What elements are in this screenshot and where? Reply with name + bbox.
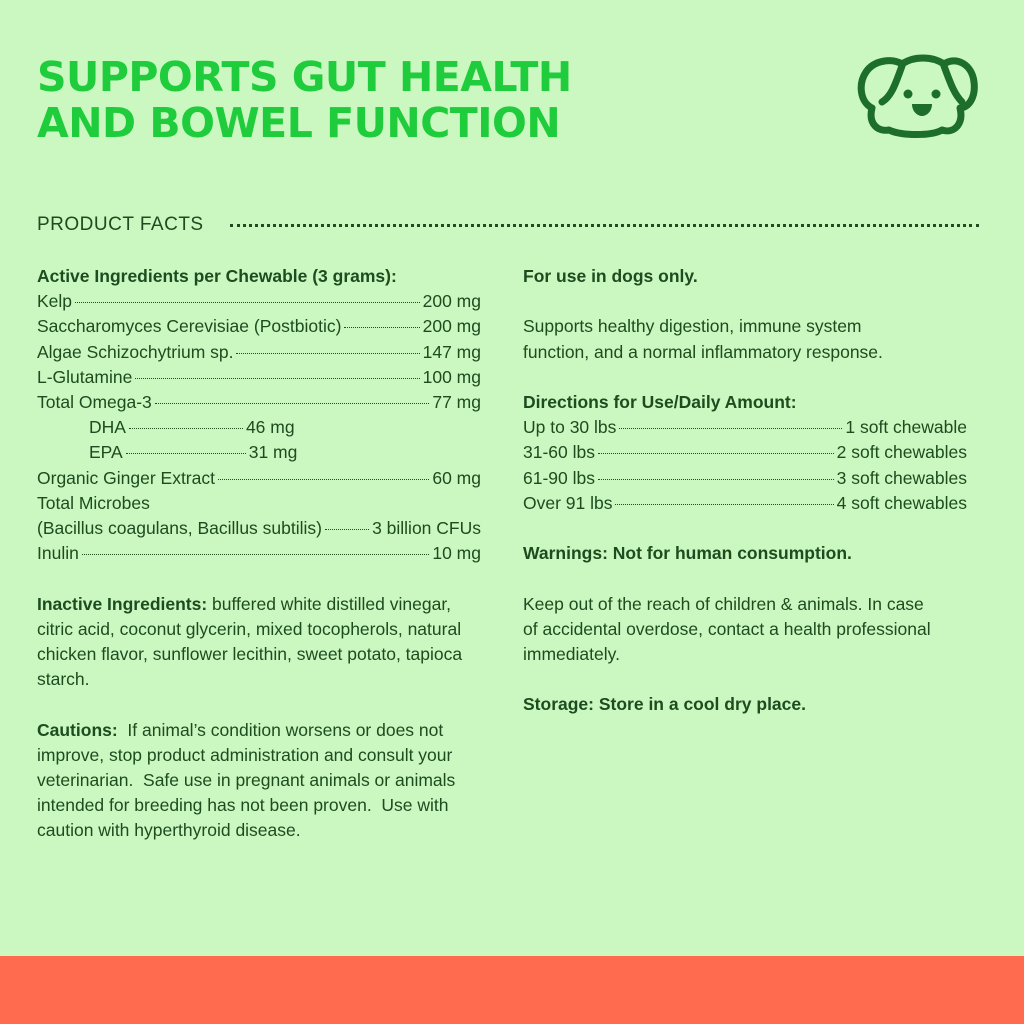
page-title — [37, 54, 572, 146]
ingredient-name: Total Microbes — [37, 492, 150, 513]
leader-dots — [126, 453, 246, 454]
ingredient-subrow — [37, 415, 481, 440]
dosage-weight: Up to 30 lbs — [523, 417, 617, 438]
leader-dots — [218, 479, 429, 480]
supports-statement: Supports healthy digestion, immune system function, and a normal inflammatory response. — [523, 316, 883, 362]
ingredient-name: Inulin — [37, 543, 79, 564]
leader-dots — [615, 504, 833, 505]
dogs-only-notice: For use in dogs only. — [523, 266, 698, 286]
ingredient-row — [37, 314, 481, 339]
ingredient-amount: 31 mg — [248, 442, 298, 463]
ingredient-name: Algae Schizochytrium sp. — [37, 341, 234, 362]
ingredient-row — [37, 466, 481, 491]
ingredient-amount: 200 mg — [422, 291, 481, 312]
leader-dots — [619, 428, 842, 429]
leader-dots — [344, 327, 419, 328]
ingredient-amount: 46 mg — [245, 417, 295, 438]
dosage-amount: 3 soft chewables — [836, 467, 967, 488]
dosage-amount: 2 soft chewables — [836, 442, 967, 463]
ingredient-name: L-Glutamine — [37, 366, 133, 387]
ingredient-amount: 147 mg — [422, 341, 481, 362]
ingredient-name: Organic Ginger Extract — [37, 467, 215, 488]
ingredient-name: Kelp — [37, 291, 73, 312]
cautions — [37, 718, 481, 844]
leader-dots — [598, 453, 834, 454]
dosage-row — [523, 415, 967, 440]
dosage-row — [523, 491, 967, 516]
footer-band — [0, 956, 1024, 1024]
ingredient-name: Total Omega-3 — [37, 392, 152, 413]
leader-dots — [155, 403, 430, 404]
inactive-ingredients-label: Inactive Ingredients: — [37, 593, 208, 614]
product-facts-header — [37, 212, 979, 238]
ingredient-name: Saccharomyces Cerevisiae (Postbiotic) — [37, 316, 342, 337]
dosage-weight: 61-90 lbs — [523, 467, 595, 488]
ingredient-name: (Bacillus coagulans, Bacillus subtilis) — [37, 518, 322, 539]
ingredient-subrow — [37, 440, 481, 465]
directions-heading: Directions for Use/Daily Amount: — [523, 391, 797, 412]
active-ingredients-heading: Active Ingredients per Chewable (3 grams): — [37, 266, 397, 286]
leader-dots — [325, 529, 369, 530]
ingredient-name: EPA — [89, 442, 123, 463]
inactive-ingredients — [37, 592, 481, 693]
ingredient-row — [37, 541, 481, 566]
page-title-line-1: SUPPORTS GUT HEALTH — [37, 53, 572, 101]
dosage-weight: Over 91 lbs — [523, 492, 613, 513]
right-column — [523, 264, 967, 718]
ingredient-row — [37, 365, 481, 390]
page-title-line-2: AND BOWEL FUNCTION — [37, 99, 561, 147]
inactive-ingredients-text: buffered white distilled vinegar, citric acid, coconut glycerin, mixed tocopherols, natural chicken flavor, sunflower lecithin, sweet potato, tapioca starch. — [37, 593, 463, 690]
dog-face-icon — [856, 52, 980, 138]
dosage-amount: 4 soft chewables — [836, 492, 967, 513]
leader-dots — [236, 353, 419, 354]
ingredient-amount: 10 mg — [432, 543, 481, 564]
dosage-row — [523, 466, 967, 491]
leader-dots — [82, 554, 430, 555]
dosage-amount: 1 soft chewable — [845, 417, 967, 438]
ingredient-amount: 100 mg — [422, 366, 481, 387]
ingredient-row — [37, 516, 481, 541]
ingredient-row — [37, 491, 481, 516]
ingredient-amount: 200 mg — [422, 316, 481, 337]
leader-dots — [129, 428, 243, 429]
storage-instructions: Storage: Store in a cool dry place. — [523, 694, 806, 715]
ingredient-amount: 60 mg — [432, 467, 481, 488]
ingredient-row — [37, 340, 481, 365]
leader-dots — [75, 302, 420, 303]
left-column — [37, 264, 481, 844]
dosage-row — [523, 440, 967, 465]
dotted-divider — [230, 224, 979, 227]
ingredient-amount: 3 billion CFUs — [372, 518, 481, 539]
ingredient-row — [37, 289, 481, 314]
product-facts-title: PRODUCT FACTS — [37, 214, 204, 235]
leader-dots — [598, 479, 834, 480]
warnings: Warnings: Not for human consumption. — [523, 543, 852, 564]
ingredient-name: DHA — [89, 417, 126, 438]
leader-dots — [135, 378, 419, 379]
ingredient-row — [37, 390, 481, 415]
cautions-text: If animal’s condition worsens or does not improve, stop product administration and consult your veterinarian. Safe use in pregnant animals or animals intended for breeding has not been proven. Use with caution with hyperthyroid disease. — [37, 719, 461, 841]
keep-out-statement: Keep out of the reach of children & animals. In case of accidental overdose, contact a health professional immediately. — [523, 593, 931, 664]
cautions-label: Cautions: — [37, 719, 118, 740]
ingredient-amount: 77 mg — [432, 392, 481, 413]
dosage-weight: 31-60 lbs — [523, 442, 595, 463]
